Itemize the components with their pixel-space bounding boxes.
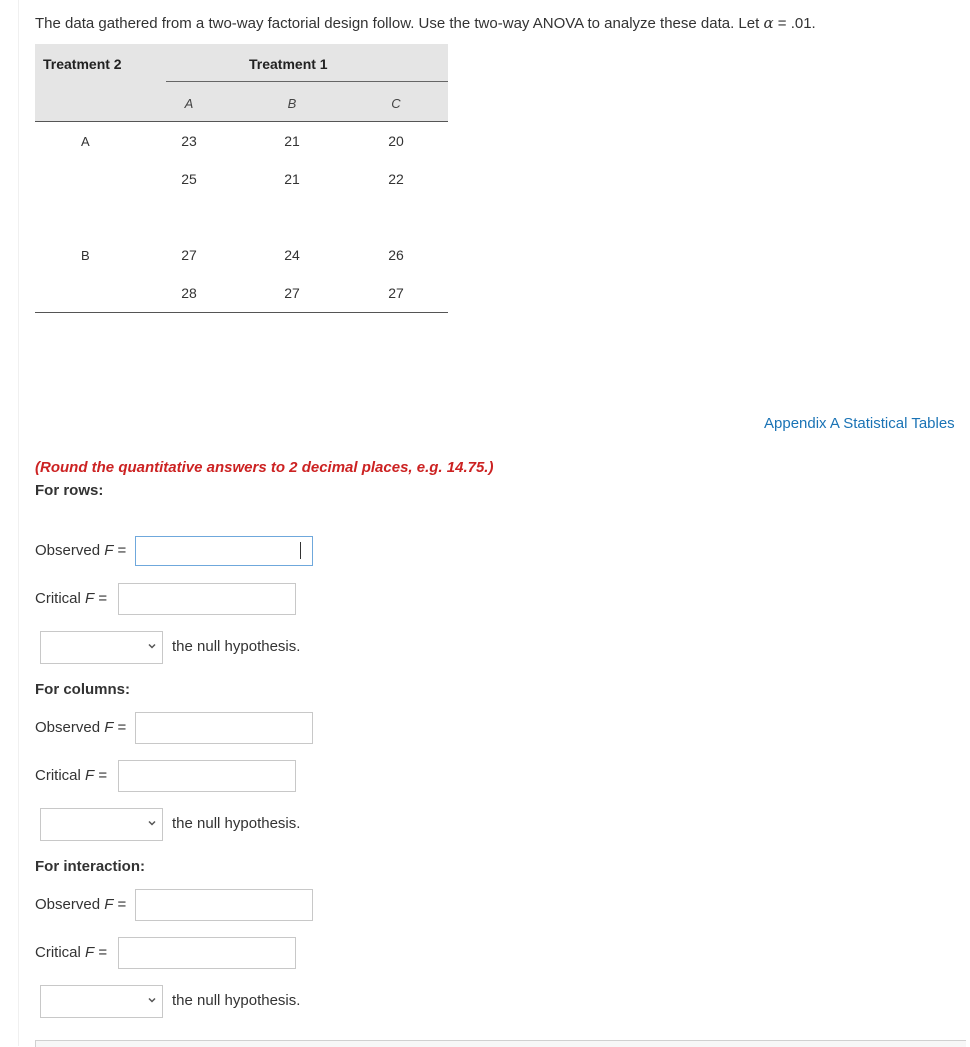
treatment1-header: Treatment 1 (249, 56, 328, 72)
f-symbol: F (104, 542, 114, 559)
interaction-heading: For interaction: (35, 858, 146, 875)
critical-text: Critical (35, 590, 86, 607)
equals-sign: = (113, 542, 127, 559)
rows-observed-f-label (35, 542, 126, 559)
text-cursor (300, 542, 301, 559)
table-cell: 27 (284, 285, 300, 301)
columns-critical-f-label (35, 767, 107, 784)
f-symbol: F (104, 719, 114, 736)
chevron-down-icon (147, 995, 157, 1005)
table-header (35, 44, 448, 121)
columns-critical-f-input[interactable] (118, 760, 296, 792)
equals-sign: = (113, 719, 127, 736)
equals-sign: = (94, 767, 108, 784)
equals-sign: = (94, 944, 108, 961)
observed-text: Observed (35, 719, 105, 736)
table-cell: 27 (388, 285, 404, 301)
column-header-b: B (287, 96, 297, 111)
table-cell: 25 (181, 171, 197, 187)
rows-heading: For rows: (35, 482, 104, 499)
interaction-observed-f-input[interactable] (135, 889, 313, 921)
table-cell: 23 (181, 133, 197, 149)
question-text (35, 14, 816, 32)
question-text-alpha-value: = .01. (773, 15, 816, 32)
interaction-critical-f-label (35, 944, 107, 961)
interaction-observed-f-label (35, 896, 126, 913)
f-symbol: F (85, 590, 95, 607)
columns-decision-suffix: the null hypothesis. (172, 815, 301, 832)
table-cell: 28 (181, 285, 197, 301)
table-cell: 26 (388, 247, 404, 263)
interaction-decision-dropdown[interactable] (40, 985, 163, 1018)
interaction-decision-suffix: the null hypothesis. (172, 992, 301, 1009)
observed-text: Observed (35, 542, 105, 559)
table-cell: 20 (388, 133, 404, 149)
rows-observed-f-input[interactable] (135, 536, 313, 566)
rounding-instruction: (Round the quantitative answers to 2 decimal places, e.g. 14.75.) (35, 459, 494, 476)
row-label-b: B (81, 248, 90, 263)
column-header-c: C (391, 96, 401, 111)
columns-heading: For columns: (35, 681, 131, 698)
header-bottom-rule (35, 121, 448, 122)
table-bottom-rule (35, 312, 448, 313)
observed-text: Observed (35, 896, 105, 913)
rows-critical-f-input[interactable] (118, 583, 296, 615)
question-text-main: The data gathered from a two-way factorial design follow. Use the two-way ANOVA to analyze these data. Let (35, 15, 764, 32)
critical-text: Critical (35, 944, 86, 961)
critical-text: Critical (35, 767, 86, 784)
f-symbol: F (85, 767, 95, 784)
row-label-a: A (81, 134, 90, 149)
equals-sign: = (113, 896, 127, 913)
table-cell: 21 (284, 133, 300, 149)
table-cell: 27 (181, 247, 197, 263)
columns-decision-dropdown[interactable] (40, 808, 163, 841)
rows-critical-f-label (35, 590, 107, 607)
rows-decision-suffix: the null hypothesis. (172, 638, 301, 655)
column-header-a: A (184, 96, 194, 111)
alpha-symbol: α (763, 14, 774, 32)
rows-decision-dropdown[interactable] (40, 631, 163, 664)
appendix-link[interactable]: Appendix A Statistical Tables (764, 415, 955, 432)
equals-sign: = (94, 590, 108, 607)
chevron-down-icon (147, 641, 157, 651)
interaction-critical-f-input[interactable] (118, 937, 296, 969)
header-divider (166, 81, 448, 82)
table-cell: 24 (284, 247, 300, 263)
left-border (18, 0, 19, 1046)
columns-observed-f-input[interactable] (135, 712, 313, 744)
f-symbol: F (85, 944, 95, 961)
f-symbol: F (104, 896, 114, 913)
table-cell: 22 (388, 171, 404, 187)
table-cell: 21 (284, 171, 300, 187)
treatment2-header: Treatment 2 (43, 56, 122, 72)
chevron-down-icon (147, 818, 157, 828)
columns-observed-f-label (35, 719, 126, 736)
